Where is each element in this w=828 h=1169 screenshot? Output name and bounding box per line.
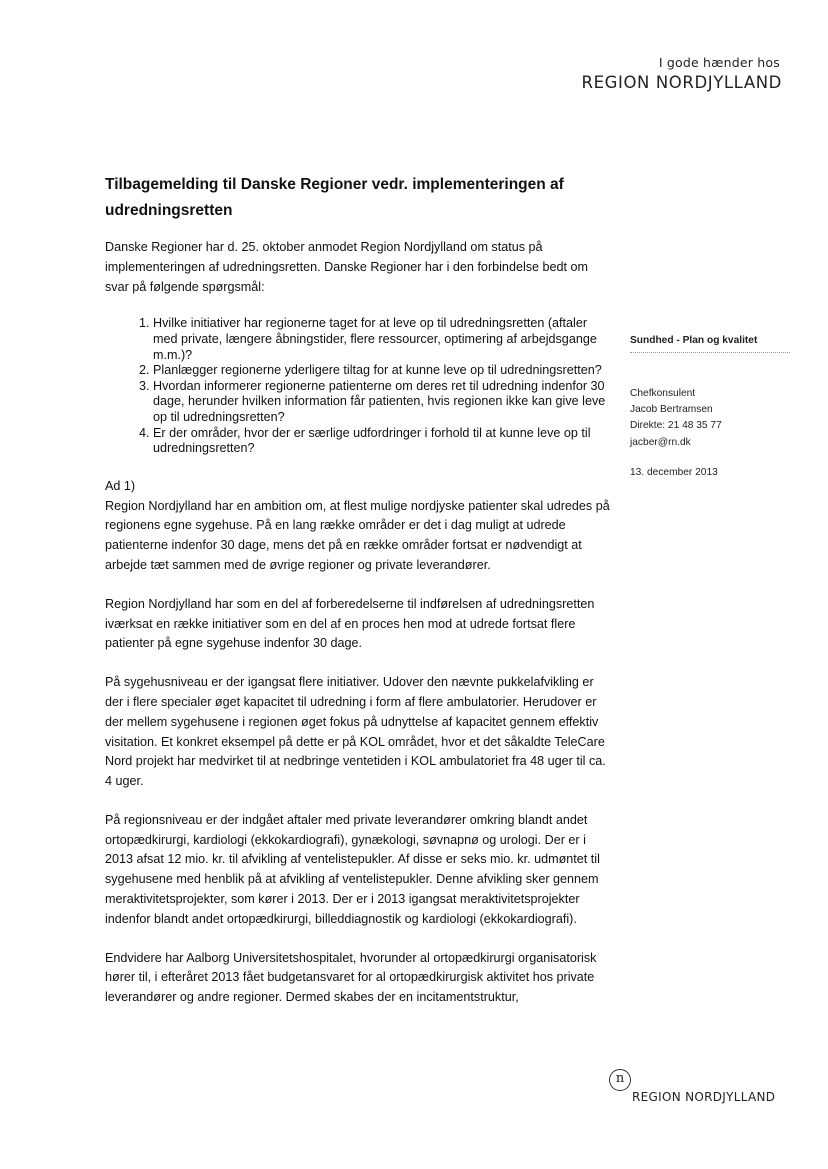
question-item: 3. Hvordan informerer regionerne patienterne om deres ret til udredning indenfor 30 dage, herunder hvilken information får patienten, hvis regionen ikke kan give leve op til udredningsretten? [153, 379, 610, 426]
sidebar-department: Sundhed - Plan og kvalitet [630, 335, 790, 353]
ad1-heading: Ad 1) [105, 478, 136, 493]
question-item: 1. Hvilke initiativer har regionerne taget for at leve op til udredningsretten (aftaler med private, længere åbningstider, flere ressourcer, optimering af arbejdsgange m.m.)? [153, 316, 610, 363]
contact-phone: Direkte: 21 48 35 77 [630, 420, 722, 432]
body-paragraph: Endvidere har Aalborg Universitetshospitalet, hvorunder al ortopædkirurgi organisatorisk hører til, i efteråret 2013 fået budgetansvaret for al ortopædkirurgisk aktivitet hos private leverandører og andre regioner. Dermed skabes der en incitamentstruktur, [105, 950, 597, 1005]
body-paragraph: Region Nordjylland har som en del af forberedelserne til indførelsen af udredningsretten iværksat en række initiativer som en del af en proces hen mod at udrede fortsat flere patienter på egne sygehuse indenfor 30 dage. [105, 596, 595, 651]
document-body [105, 238, 610, 1027]
sidebar-contact [630, 386, 790, 451]
contact-title: Chefkonsulent [630, 388, 696, 399]
body-paragraph: På regionsniveau er der indgået aftaler med private leverandører omkring blandt andet ortopædkirurgi, kardiologi (ekkokardiografi), gynækologi, søvnapnø og urologi. Der er i 2013 afsat 12 mio. kr. til afvikling af ventelistepukler. Af disse er seks mio. kr. udmøntet til sygehusene med henblik på at afvikling af ventelistepukler. Denne afvikling sker gennem meraktivitetsprojekter, som kører i 2013. Der er i 2013 igangsat meraktivitetsprojekter indenfor blandt andet ortopædkirurgi, billeddiagnostik og kardiologi (ekkokardiografi). [105, 812, 600, 926]
header-tagline: I gode hænder hos [658, 55, 780, 70]
contact-email: jacber@rn.dk [630, 436, 691, 448]
question-item: 4. Er der områder, hvor der er særlige udfordringer i forhold til at kunne leve op til udredningsretten? [153, 426, 610, 457]
question-item: 2. Planlægger regionerne yderligere tiltag for at kunne leve op til udredningsretten? [153, 363, 610, 379]
document-title: Tilbagemelding til Danske Regioner vedr. implementeringen af udredningsretten [105, 176, 564, 219]
question-list [105, 316, 610, 456]
body-paragraph: På sygehusniveau er der igangsat flere initiativer. Udover den nævnte pukkelafvikling er der i flere specialer øget kapacitet til udredning i form af flere ambulatorier. Herudover er der mellem sygehusene i regionen øget fokus på udnyttelse af kapacitet gennem effektiv visitation. Et konkret eksempel på dette er på KOL området, hvor et det såkaldte TeleCare Nord projekt har medvirket til at nedbringe ventetiden i KOL ambulatoriet fra 48 uger til ca. 4 uger. [105, 675, 606, 789]
header-region-name: REGION NORDJYLLAND [581, 73, 782, 92]
contact-name: Jacob Bertramsen [630, 404, 713, 416]
footer-region-name: REGION NORDJYLLAND [632, 1090, 776, 1104]
intro-paragraph: Danske Regioner har d. 25. oktober anmodet Region Nordjylland om status på implementeringen af udredningsretten. Danske Regioner har i den forbindelse bedt om svar på følgende spørgsmål: [105, 240, 589, 294]
region-logo-icon: n [609, 1069, 631, 1091]
document-date: 13. december 2013 [630, 467, 718, 478]
body-paragraph: Region Nordjylland har en ambition om, at flest mulige nordjyske patienter skal udredes på regionens egne sygehuse. På en lang række områder er det i dag muligt at udrede patienterne indenfor 30 dage, mens det på en række områder fortsat er nødvendigt at arbejde tæt sammen med de øvrige regioner og private leverandører. [105, 498, 610, 572]
